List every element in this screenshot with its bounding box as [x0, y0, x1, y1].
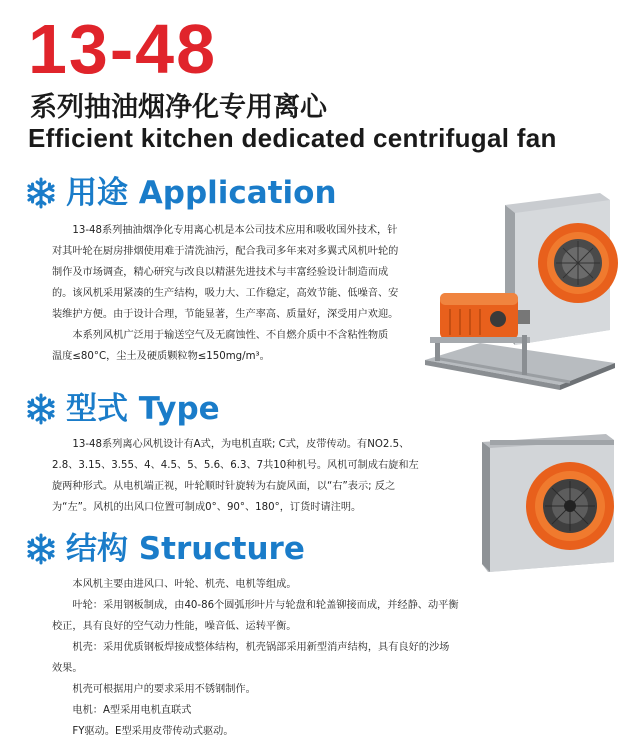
section-title-application: 用途 Application [66, 174, 337, 211]
application-text [52, 220, 447, 367]
structure-line: 本风机主要由进风口、叶轮、机壳、电机等组成。 [72, 579, 297, 590]
brand-logo-icon [490, 311, 506, 327]
structure-line: FY驱动。E型采用皮带传动式驱动。 [72, 726, 234, 737]
model-number: 13-48 [28, 10, 218, 88]
section-heading-type [24, 392, 220, 426]
product-title-cn: 系列抽油烟净化专用离心 [30, 92, 327, 123]
structure-line: 叶轮：采用钢板制成，由40-86个圆弧形叶片与轮盘和轮盖铆接而成，并经静、动平衡 [72, 600, 459, 611]
type-line: 旋两种形式。从电机端正视，叶轮顺时针旋转为右旋风面，以“右”表示; 反之 [52, 481, 396, 492]
fan-image-direct-drive [478, 432, 618, 577]
application-line: 的。该风机采用紧凑的生产结构，吸力大、工作稳定，高效节能、低噪音、安 [52, 288, 399, 299]
section-title-structure: 结构 Structure [66, 530, 305, 567]
section-title-type: 型式 Type [66, 390, 220, 427]
section-heading-structure [24, 532, 305, 566]
type-line: 为“左”。风机的出风口位置可制成0°、90°、180°，订货时请注明。 [52, 502, 362, 513]
structure-line: 机壳可根据用户的要求采用不锈钢制作。 [72, 684, 256, 695]
section-heading-application [24, 176, 337, 210]
application-line: 本系列风机广泛用于输送空气及无腐蚀性、不自燃介质中不含粘性物质 [72, 330, 389, 341]
type-text [52, 434, 472, 518]
type-line: 13-48系列离心风机设计有A式，为电机直联; C式，皮带传动。有NO2.5、 [72, 439, 410, 450]
application-line: 装维护方便。由于设计合理，节能显著，生产率高、质量好，深受用户欢迎。 [52, 309, 399, 320]
application-line: 对其叶轮在厨房排烟使用难于清洗油污，配合我司多年来对多翼式风机叶轮的 [52, 246, 399, 257]
snowflake-icon [24, 532, 58, 566]
application-line: 温度≤80°C，尘土及硬质颗粒物≤150mg/m³。 [52, 351, 270, 362]
structure-line: 校正，具有良好的空气动力性能，噪音低、运转平衡。 [52, 621, 297, 632]
application-line: 13-48系列抽油烟净化专用离心机是本公司技术应用和吸收国外技术，针 [72, 225, 398, 236]
type-line: 2.8、3.15、3.55、4、4.5、5、5.6、6.3、7共10种机号。风机可制成右旋和左 [52, 460, 419, 471]
application-line: 制作及市场调查，精心研究与改良以精湛先进技术与丰富经验设计制造而成 [52, 267, 389, 278]
snowflake-icon [24, 392, 58, 426]
structure-line: 电机：A型采用电机直联式 [72, 705, 192, 716]
product-title-en: Efficient kitchen dedicated centrifugal fan [28, 123, 557, 153]
structure-text [52, 574, 532, 742]
fan-image-belt-drive [410, 185, 620, 390]
snowflake-icon [24, 176, 58, 210]
structure-line: 机壳：采用优质钢板焊接成整体结构，机壳锅部采用新型消声结构，具有良好的沙场 [72, 642, 450, 653]
structure-line: 效果。 [52, 663, 83, 674]
